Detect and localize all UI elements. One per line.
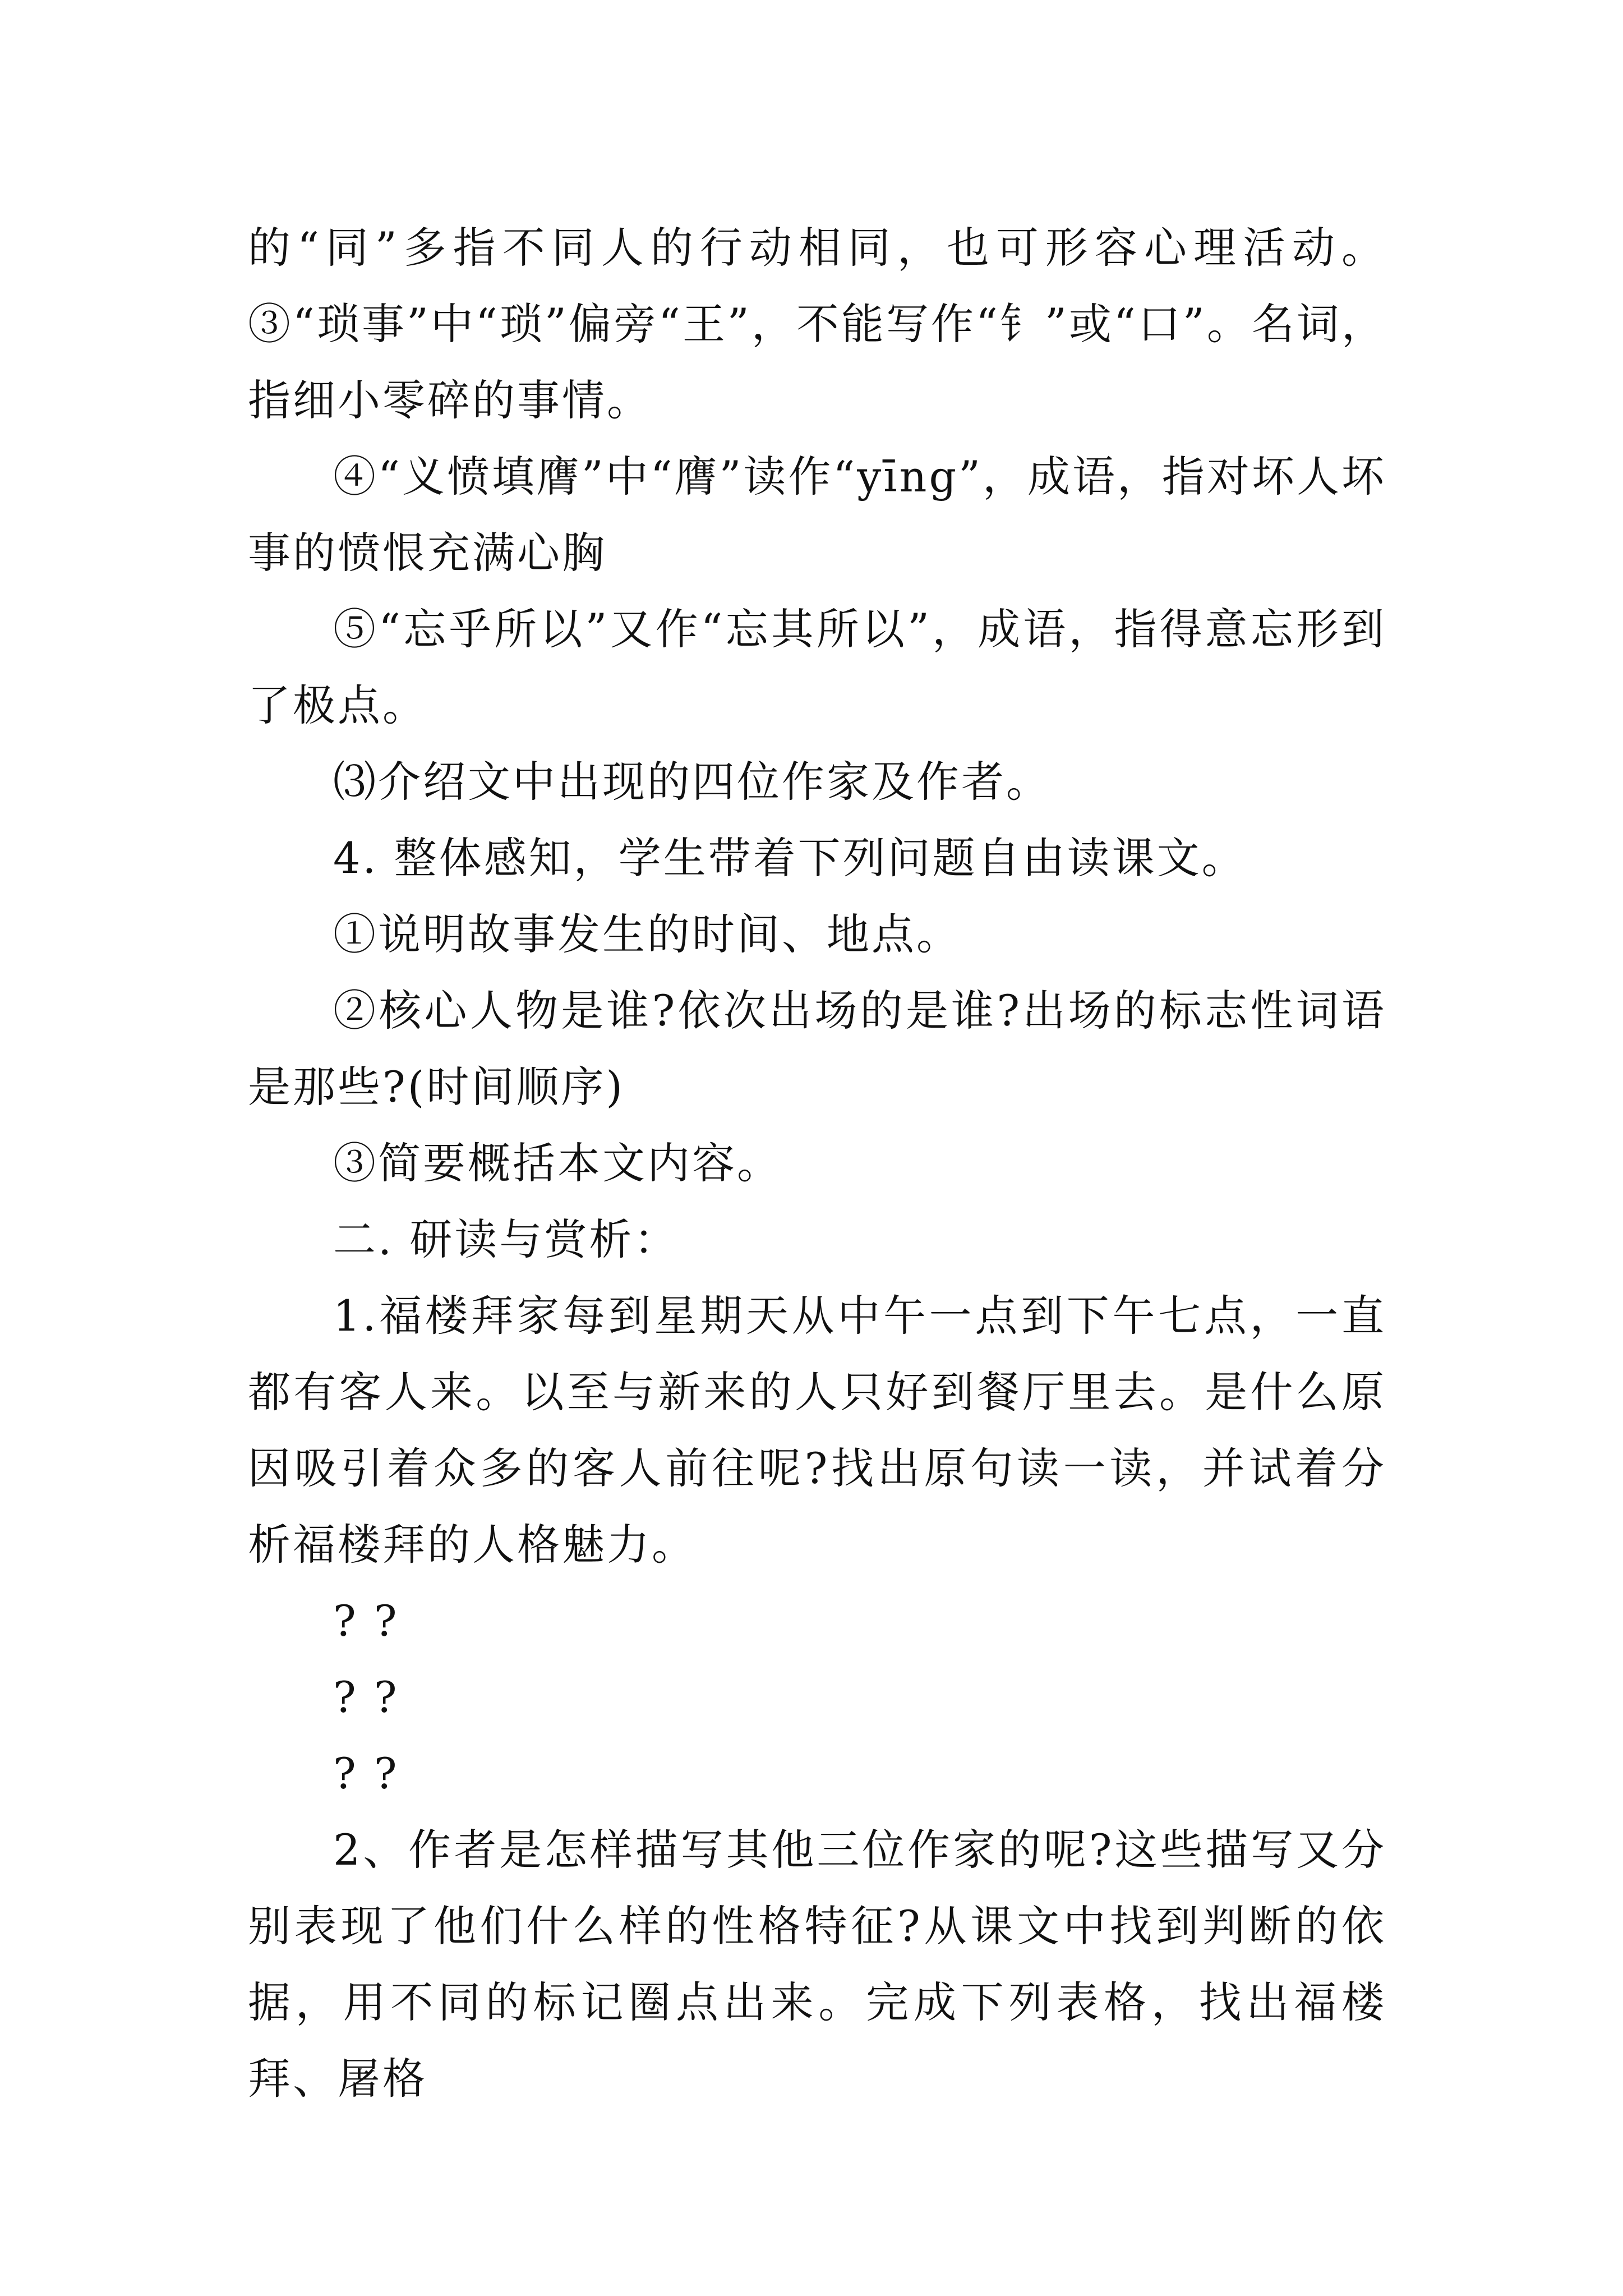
paragraph-14: 2、作者是怎样描写其他三位作家的呢?这些描写又分别表现了他们什么样的性格特征?从课文中找到判断的依据，用不同的标记圈点出来。完成下列表格，找出福楼拜、屠格 — [248, 1825, 1386, 2104]
paragraph-6: ①说明故事发生的时间、地点。 — [333, 909, 961, 959]
section-heading: 二. 研读与赏析： — [333, 1214, 679, 1264]
document-body — [248, 210, 1386, 2117]
placeholder-line-2: ? ? — [333, 1672, 399, 1722]
paragraph-1: 的“同”多指不同人的行动相同，也可形容心理活动。 ③“琐事”中“琐”偏旁“王”，不能写作“钅”或“口”。名词，指细小零碎的事情。 — [248, 223, 1386, 425]
paragraph-4: ⑶介绍文中出现的四位作家及作者。 — [333, 757, 1051, 807]
paragraph-10: 1.福楼拜家每到星期天从中午一点到下午七点，一直都有客人来。以至与新来的人只好到餐厅里去。是什么原因吸引着众多的客人前往呢?找出原句读一读，并试着分析福楼拜的人格魅力。 — [248, 1291, 1386, 1570]
paragraph-5: 4. 整体感知，学生带着下列问题自由读课文。 — [333, 833, 1247, 883]
placeholder-line-3: ? ? — [333, 1749, 399, 1798]
paragraph-8: ③简要概括本文内容。 — [333, 1138, 782, 1188]
paragraph-2: ④“义愤填膺”中“膺”读作“yīng”，成语，指对坏人坏事的愤恨充满心胸 — [248, 452, 1386, 578]
paragraph-7: ②核心人物是谁?依次出场的是谁?出场的标志性词语是那些?(时间顺序) — [248, 986, 1386, 1112]
placeholder-line-1: ? ? — [333, 1596, 399, 1646]
paragraph-3: ⑤“忘乎所以”又作“忘其所以”，成语，指得意忘形到了极点。 — [248, 604, 1386, 730]
